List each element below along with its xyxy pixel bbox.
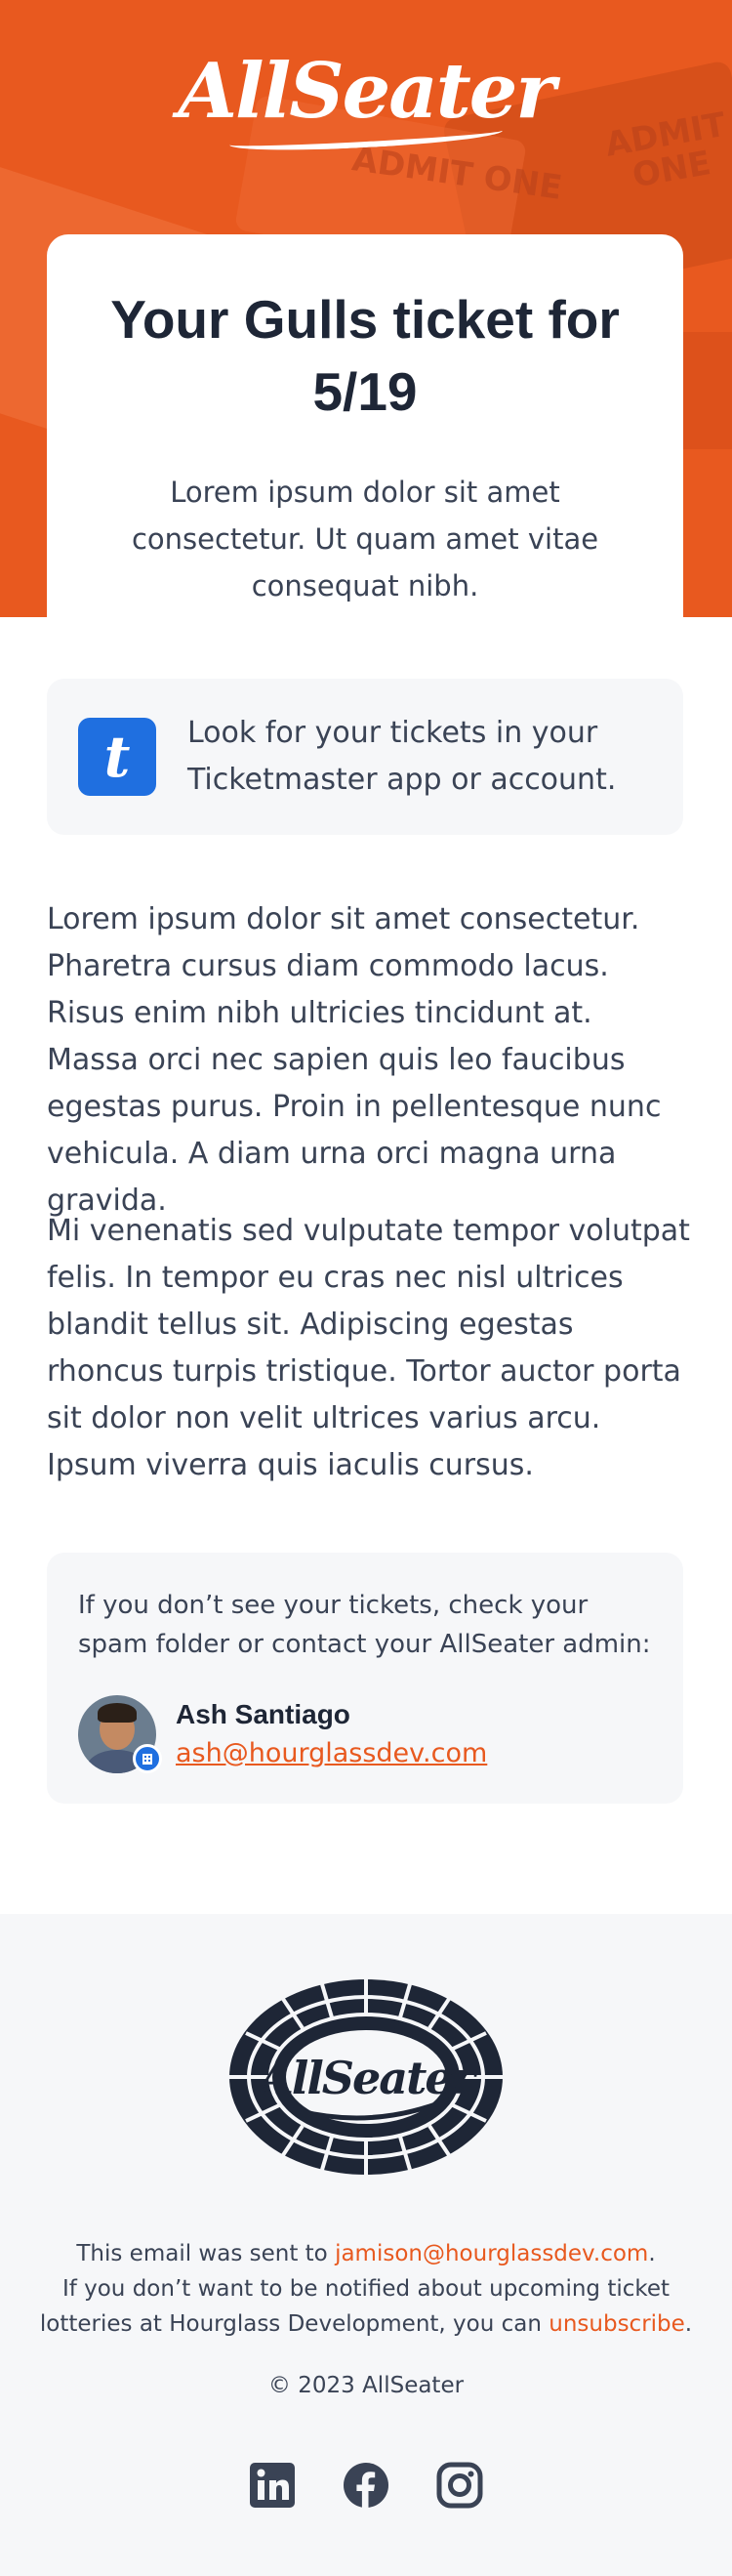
- footer-logo-text: AllSeater: [259, 2052, 473, 2104]
- footer: [0, 1914, 732, 2576]
- instagram-icon[interactable]: [435, 2461, 484, 2510]
- unsubscribe-link[interactable]: unsubscribe: [549, 2311, 685, 2337]
- stadium-logo-icon[interactable]: [224, 1974, 508, 2180]
- contact-email-link[interactable]: ash@hourglassdev.com: [176, 1738, 488, 1768]
- building-icon: [133, 1744, 162, 1773]
- contact-card: [47, 1553, 683, 1804]
- copyright: © 2023 AllSeater: [267, 2373, 465, 2398]
- allseater-logo[interactable]: [0, 47, 732, 147]
- unsub-line-1: If you don’t want to be notified about upcoming ticket: [61, 2276, 671, 2302]
- body-paragraph-1: Lorem ipsum dolor sit amet consectetur. Pharetra cursus diam commodo lacus. Risus enim nibh ultricies tincidunt at. Massa orci nec sapien quis leo faucibus egestas purus. Proin in pellentesque nunc vehicula. A diam urna orci magna urna gravida.: [47, 902, 662, 1218]
- contact-note: If you don’t see your tickets, check your spam folder or contact your AllSeater admin:: [78, 1591, 651, 1659]
- recipient-email-link[interactable]: jamison@hourglassdev.com: [335, 2241, 649, 2266]
- footer-note: [0, 2236, 732, 2342]
- unsub-line-2: lotteries at Hourglass Development, you can: [39, 2311, 549, 2337]
- sent-suffix: .: [648, 2241, 656, 2266]
- ticket-stamp: ADMIT ONE: [349, 140, 565, 208]
- avatar-hair: [98, 1703, 137, 1723]
- sent-prefix: This email was sent to: [76, 2241, 336, 2266]
- ticketmaster-notice: [47, 679, 683, 835]
- contact-name: Ash Santiago: [176, 1699, 350, 1729]
- ticketmaster-message: Look for your tickets in your Ticketmaster app or account.: [187, 716, 617, 797]
- social-links: [0, 2461, 732, 2510]
- page-title: Your Gulls ticket for 5/19: [110, 289, 620, 422]
- ticket-stamp: ADMIT ONE: [602, 104, 729, 196]
- hero-banner: [0, 0, 732, 617]
- body-paragraph-2: Mi venenatis sed vulputate tempor volutpat felis. In tempor eu cras nec nisl ultrices blandit tellus sit. Adipiscing egestas rhoncus turpis tristique. Tortor auctor porta sit dolor non velit ultrices varius arcu. Ipsum viverra quis iaculis cursus.: [47, 1214, 690, 1482]
- hero-card: [47, 234, 683, 617]
- facebook-icon[interactable]: [342, 2461, 390, 2510]
- linkedin-icon[interactable]: [248, 2461, 297, 2510]
- logo-wordmark: AllSeater: [178, 47, 554, 136]
- ticketmaster-icon: t: [78, 718, 156, 796]
- unsub-suffix: .: [684, 2311, 693, 2337]
- hero-subtitle: Lorem ipsum dolor sit amet consectetur. Ut quam amet vitae consequat nibh.: [131, 476, 599, 602]
